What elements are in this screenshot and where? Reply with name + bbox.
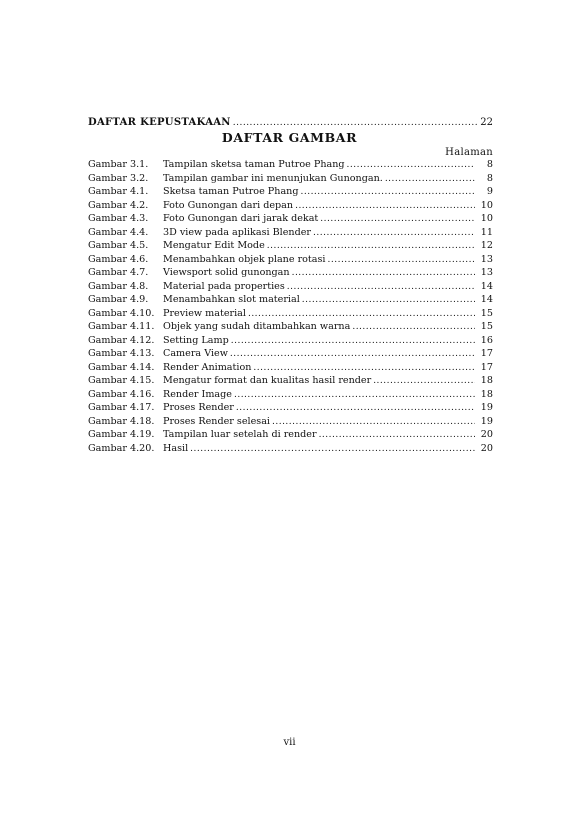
- figure-page-number: 15: [480, 321, 493, 332]
- dot-leader: [230, 348, 475, 362]
- figure-caption: Foto Gunongan dari depan: [163, 199, 294, 211]
- figure-page-number: 18: [480, 375, 493, 386]
- figure-entry[interactable]: [88, 158, 493, 172]
- figure-page-number: 16: [480, 334, 493, 346]
- figure-number: Gambar 4.2.: [88, 199, 149, 211]
- dot-leader: [313, 227, 475, 241]
- figure-number: Gambar 4.12.: [88, 334, 155, 346]
- dot-leader: [373, 375, 475, 389]
- figure-list: [88, 158, 493, 455]
- dot-leader: [248, 308, 475, 322]
- figure-page-number: 8: [486, 172, 493, 184]
- figure-caption: Objek yang sudah ditambahkan warna: [163, 321, 351, 332]
- dot-leader: [253, 362, 475, 376]
- figure-caption: Camera View: [163, 348, 228, 359]
- figure-page-number: 18: [480, 388, 493, 400]
- dot-leader: [302, 294, 475, 308]
- figure-number: Gambar 4.11.: [88, 321, 155, 332]
- figure-number: Gambar 3.1.: [88, 159, 149, 170]
- dot-leader: [328, 254, 476, 268]
- dot-leader: [385, 173, 475, 187]
- figure-caption: Viewsport solid gunongan: [163, 267, 290, 278]
- figure-number: Gambar 4.18.: [88, 415, 155, 427]
- figure-caption: Setting Lamp: [163, 334, 229, 346]
- figure-number: Gambar 4.4.: [88, 226, 149, 238]
- dot-leader: [233, 116, 479, 130]
- figure-entry[interactable]: [88, 307, 493, 321]
- figure-number: Gambar 4.1.: [88, 186, 149, 197]
- dot-leader: [267, 240, 475, 254]
- figure-number: Gambar 4.7.: [88, 267, 149, 278]
- dot-leader: [352, 321, 475, 335]
- figure-entry[interactable]: [88, 199, 493, 213]
- page-number-footer: vii: [283, 737, 296, 748]
- figure-entry[interactable]: [88, 428, 493, 442]
- dot-leader: [292, 267, 475, 281]
- figure-page-number: 20: [480, 442, 493, 454]
- figure-page-number: 11: [480, 226, 493, 238]
- figure-page-number: 12: [480, 240, 493, 251]
- figure-caption: Tampilan sketsa taman Putroe Phang: [163, 159, 345, 170]
- figure-entry[interactable]: [88, 266, 493, 280]
- figure-caption: Tampilan gambar ini menunjukan Gunongan.: [163, 172, 383, 184]
- figure-page-number: 13: [480, 253, 493, 265]
- figure-number: Gambar 4.16.: [88, 388, 155, 400]
- figure-entry[interactable]: [88, 280, 493, 294]
- figure-caption: Mengatur format dan kualitas hasil render: [163, 375, 372, 386]
- dot-leader: [236, 402, 475, 416]
- figure-entry[interactable]: [88, 253, 493, 267]
- page-column-label: Halaman: [445, 147, 493, 158]
- figure-number: Gambar 4.17.: [88, 402, 155, 413]
- figure-entry[interactable]: [88, 293, 493, 307]
- figure-caption: Material pada properties: [163, 280, 285, 292]
- figure-number: Gambar 3.2.: [88, 172, 149, 184]
- figure-number: Gambar 4.8.: [88, 280, 149, 292]
- figure-page-number: 10: [480, 213, 493, 224]
- figure-entry[interactable]: [88, 239, 493, 253]
- figure-page-number: 13: [480, 267, 493, 278]
- dot-leader: [287, 281, 475, 295]
- figure-entry[interactable]: [88, 226, 493, 240]
- dot-leader: [319, 429, 475, 443]
- figure-caption: Render Image: [163, 388, 232, 400]
- dot-leader: [347, 159, 475, 173]
- figure-caption: Preview material: [163, 307, 246, 319]
- figure-entry[interactable]: [88, 442, 493, 456]
- dot-leader: [295, 200, 475, 214]
- figure-page-number: 19: [480, 415, 493, 427]
- figure-caption: Menambahkan objek plane rotasi: [163, 253, 326, 265]
- figure-caption: Menambahkan slot material: [163, 294, 300, 305]
- bibliography-page-number: 22: [480, 117, 493, 128]
- figure-page-number: 17: [480, 361, 493, 373]
- figure-number: Gambar 4.20.: [88, 442, 155, 454]
- figure-number: Gambar 4.5.: [88, 240, 149, 251]
- figure-entry[interactable]: [88, 361, 493, 375]
- figure-entry[interactable]: [88, 415, 493, 429]
- figure-caption: 3D view pada aplikasi Blender: [163, 226, 311, 238]
- figure-entry[interactable]: [88, 347, 493, 361]
- dot-leader: [300, 186, 475, 200]
- figure-entry[interactable]: [88, 320, 493, 334]
- figure-page-number: 14: [480, 280, 493, 292]
- figure-entry[interactable]: [88, 401, 493, 415]
- figure-entry[interactable]: [88, 212, 493, 226]
- figure-page-number: 20: [480, 429, 493, 440]
- bibliography-entry[interactable]: [88, 116, 493, 130]
- figure-caption: Proses Render selesai: [163, 415, 270, 427]
- figure-caption: Proses Render: [163, 402, 234, 413]
- figure-number: Gambar 4.9.: [88, 294, 149, 305]
- dot-leader: [320, 213, 475, 227]
- figure-entry[interactable]: [88, 185, 493, 199]
- figure-number: Gambar 4.14.: [88, 361, 155, 373]
- figure-page-number: 14: [480, 294, 493, 305]
- figure-page-number: 9: [486, 186, 493, 197]
- figure-entry[interactable]: [88, 388, 493, 402]
- figure-page-number: 15: [480, 307, 493, 319]
- figure-number: Gambar 4.19.: [88, 429, 155, 440]
- figure-page-number: 10: [480, 199, 493, 211]
- figure-caption: Sketsa taman Putroe Phang: [163, 186, 299, 197]
- figure-caption: Hasil: [163, 442, 189, 454]
- figure-caption: Foto Gunongan dari jarak dekat: [163, 213, 319, 224]
- figure-caption: Mengatur Edit Mode: [163, 240, 265, 251]
- figure-page-number: 8: [486, 159, 493, 170]
- figure-page-number: 17: [480, 348, 493, 359]
- bibliography-label: DAFTAR KEPUSTAKAAN: [88, 117, 231, 128]
- figure-caption: Tampilan luar setelah di render: [163, 429, 317, 440]
- figure-caption: Render Animation: [163, 361, 252, 373]
- dot-leader: [190, 443, 475, 457]
- figure-entry[interactable]: [88, 334, 493, 348]
- figure-number: Gambar 4.6.: [88, 253, 149, 265]
- figure-number: Gambar 4.10.: [88, 307, 155, 319]
- figure-entry[interactable]: [88, 374, 493, 388]
- dot-leader: [272, 416, 475, 430]
- figure-number: Gambar 4.15.: [88, 375, 155, 386]
- figure-entry[interactable]: [88, 172, 493, 186]
- dot-leader: [234, 389, 475, 403]
- dot-leader: [231, 335, 475, 349]
- page-title: DAFTAR GAMBAR: [221, 130, 358, 145]
- figure-number: Gambar 4.3.: [88, 213, 149, 224]
- figure-page-number: 19: [480, 402, 493, 413]
- figure-number: Gambar 4.13.: [88, 348, 155, 359]
